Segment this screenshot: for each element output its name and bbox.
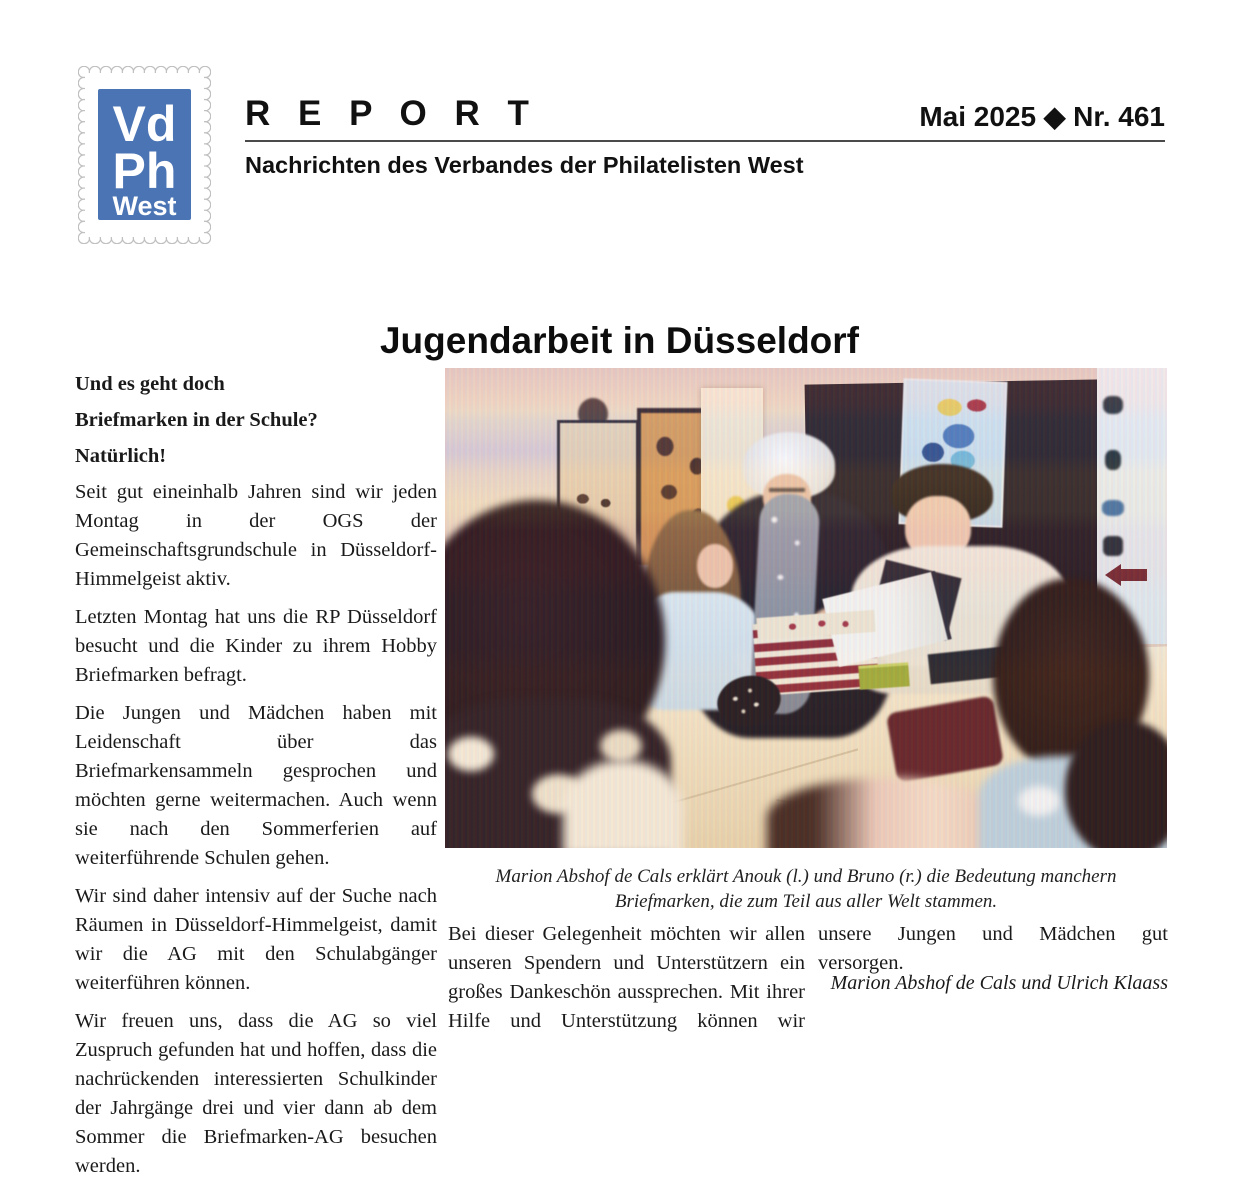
stamp-text-ph: Ph (112, 143, 177, 199)
photo-girl-face (697, 544, 733, 588)
article-paragraph: Letzten Montag hat uns die RP Düsseldorf besucht und die Kinder zu ihrem Hobby Briefmarken befragt. (75, 606, 437, 686)
intro-line: Natürlich! (75, 445, 167, 467)
intro-line: Und es geht doch (75, 373, 225, 395)
article-paragraph: Wir freuen uns, dass die AG so viel Zuspruch gefunden hat und hoffen, dass die nachrückenden interessierten Schulkinder der Jahrgänge drei und vier dann ab dem Sommer die Briefmarken-AG besuchen werden. (75, 1010, 437, 1177)
photo-green-box (858, 662, 910, 689)
photo-poster-icon (1105, 450, 1121, 470)
photo-poster-arrow (1105, 564, 1149, 586)
photo-poster-icon (1102, 500, 1124, 516)
closing-paragraph-right: unsere Jungen und Mädchen gut versorgen. (818, 923, 1168, 974)
article-headline: Jugendarbeit in Düsseldorf (379, 320, 859, 361)
article-left-column (75, 370, 437, 1190)
arrow-shaft (1119, 569, 1147, 581)
issue-date-number: Mai 2025 ◆ Nr. 461 (919, 101, 1165, 132)
photo-poster-icon (1103, 536, 1123, 556)
photo-teacher-glasses (769, 488, 805, 492)
photo-foreground-head-center (767, 778, 1005, 848)
article-paragraph: Wir sind daher intensiv auf der Suche nach Räumen in Düsseldorf-Himmelgeist, damit wir die AG mit den Schulabgänger weiterführen können. (75, 885, 437, 994)
article-paragraph: Seit gut eineinhalb Jahren sind wir jeden Montag in der OGS der Gemeinschaftsgrundschule in Düsseldorf-Himmelgeist aktiv. (75, 481, 437, 590)
author-signature: Marion Abshof de Cals und Ulrich Klaass (830, 972, 1168, 994)
stamp-text-vd: Vd (112, 96, 177, 152)
intro-line: Briefmarken in der Schule? (75, 409, 318, 431)
classroom-photo (445, 368, 1167, 848)
masthead-rule (245, 140, 1165, 142)
stamp-logo (78, 66, 211, 244)
newsletter-title: R E P O R T (245, 94, 538, 133)
photo-poster-icon (1103, 396, 1123, 414)
stamp-text-west: West (112, 191, 177, 221)
article-paragraph: Die Jungen und Mädchen haben mit Leidenschaft über das Briefmarkensammeln gesprochen und möchten gerne weitermachen. Auch wenn sie nach den Sommerferien auf weiterführende Schulen gehen. (75, 702, 437, 869)
photo-caption: Marion Abshof de Cals erklärt Anouk (l.) und Bruno (r.) die Bedeutung manchern Briefmarken, die zum Teil aus aller Welt stammen. (495, 866, 1117, 912)
newsletter-subtitle: Nachrichten des Verbandes der Philatelisten West (245, 152, 804, 178)
stamp-logo-svg (78, 66, 211, 244)
photo-foreground-shoulder-white (563, 760, 683, 848)
closing-paragraph-left: Bei dieser Gelegenheit möchten wir allen unseren Spendern und Unterstützern ein großes Dankeschön aussprechen. Mit ihrer Hilfe und Unterstützung können wir (448, 923, 805, 1032)
